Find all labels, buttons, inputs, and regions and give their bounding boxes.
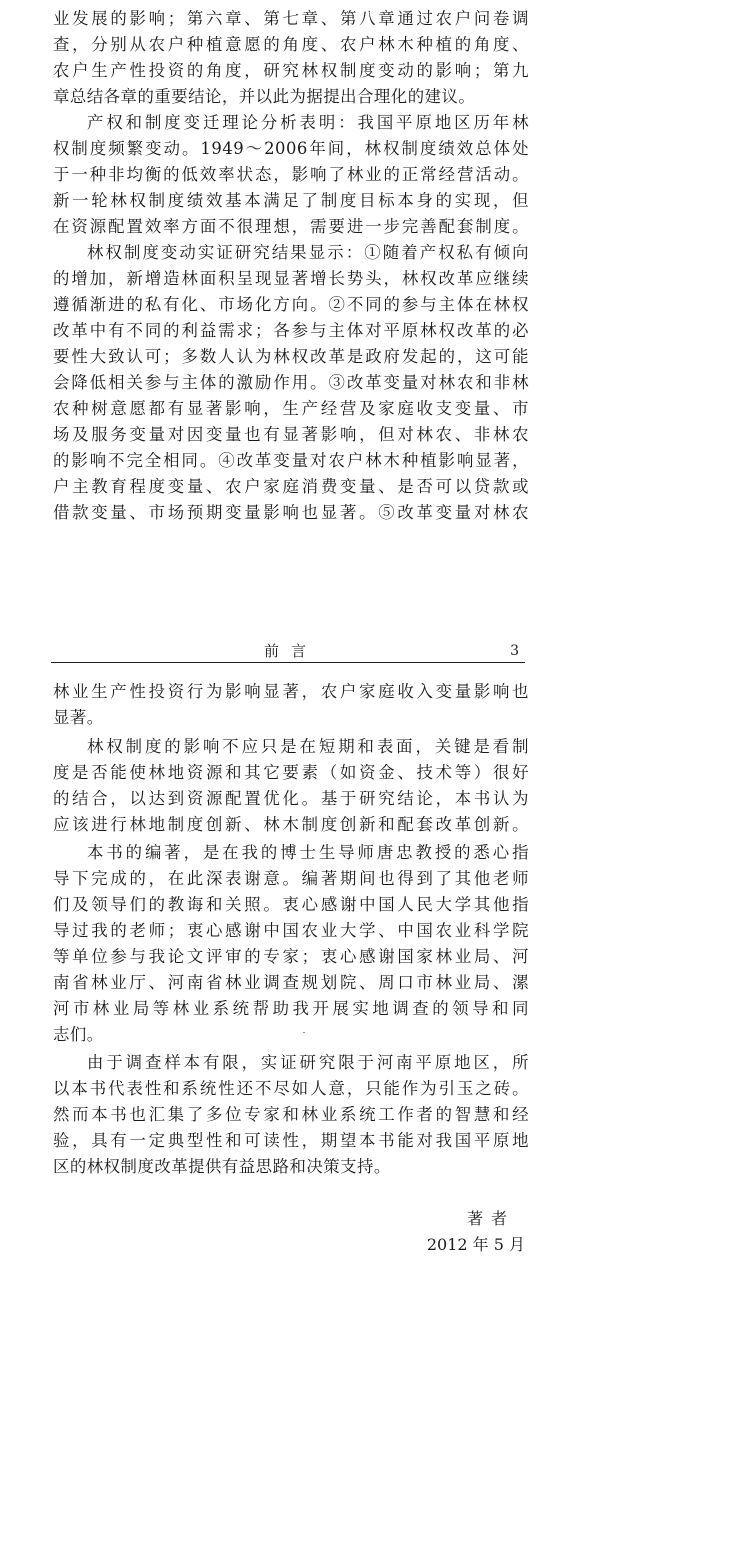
text-line: 林权制度变动实证研究结果显示：①随着产权私有倾向 (87, 243, 529, 262)
page-number: 3 (510, 643, 519, 659)
author-signature (53, 1206, 525, 1232)
text-line: 遵循渐进的私有化、市场化方向。②不同的参与主体在林权 (53, 295, 529, 314)
text-line: 南省林业厅、河南省林业调查规划院、周口市林业局、漯 (53, 973, 529, 992)
text-line: 林权制度的影响不应只是在短期和表面，关键是看制 (87, 737, 529, 756)
scan-speck (303, 1032, 305, 1033)
text-line: 场及服务变量对因变量也有显著影响，但对林农、非林农 (53, 425, 529, 444)
text-line: 显著。 (53, 708, 104, 727)
text-line: 然而本书也汇集了多位专家和林业系统工作者的智慧和经 (53, 1105, 529, 1124)
text-line: 区的林权制度改革提供有益思路和决策支持。 (53, 1157, 391, 1176)
text-line: 在资源配置效率方面不很理想，需要进一步完善配套制度。 (53, 217, 529, 236)
text-line: 志们。 (53, 1025, 104, 1044)
text-line: 的影响不完全相同。④改革变量对农户林木种植影响显著， (53, 451, 529, 470)
text-line: 改革中有不同的利益需求；各参与主体对平原林权改革的必 (53, 321, 529, 340)
text-line: 们及领导们的教诲和关照。衷心感谢中国人民大学其他指 (53, 895, 529, 914)
text-line: 的增加，新增造林面积呈现显著增长势头，林权改革应继续 (53, 269, 529, 288)
text-line: 于一种非均衡的低效率状态，影响了林业的正常经营活动。 (53, 165, 529, 184)
text-line: 新一轮林权制度绩效基本满足了制度目标本身的实现，但 (53, 191, 529, 210)
text-line: 章总结各章的重要结论，并以此为据提出合理化的建议。 (53, 87, 476, 106)
text-line: 权制度频繁变动。1949～2006年间，林权制度绩效总体处 (53, 139, 529, 158)
date-text: 2012 年 5 月 (426, 1235, 525, 1254)
text-line: 农户生产性投资的角度，研究林权制度变动的影响；第九 (53, 61, 529, 80)
text-line: 的结合，以达到资源配置优化。基于研究结论，本书认为 (53, 789, 529, 808)
text-line: 要性大致认可；多数人认为林权改革是政府发起的，这可能 (53, 347, 529, 366)
header-title: 前言 (263, 642, 318, 660)
text-line: 林业生产性投资行为影响显著，农户家庭收入变量影响也 (53, 682, 529, 701)
text-line: 度是否能使林地资源和其它要素（如资金、技术等）很好 (53, 763, 529, 782)
text-line: 等单位参与我论文评审的专家；衷心感谢国家林业局、河 (53, 947, 529, 966)
text-line: 导下完成的，在此深表谢意。编著期间也得到了其他老师 (53, 869, 529, 888)
author-label: 著者 (466, 1209, 515, 1228)
header-rule (51, 662, 525, 663)
page-3 (0, 630, 750, 1546)
text-line: 农种树意愿都有显著影响，生产经营及家庭收支变量、市 (53, 399, 529, 418)
date-line (53, 1232, 525, 1258)
previous-page-fragment (0, 0, 750, 580)
text-line: 查，分别从农户种植意愿的角度、农户林木种植的角度、 (53, 35, 529, 54)
text-line: 户主教育程度变量、农户家庭消费变量、是否可以贷款或 (53, 477, 529, 496)
text-line: 本书的编著，是在我的博士生导师唐忠教授的悉心指 (87, 843, 529, 862)
text-line: 以本书代表性和系统性还不尽如人意，只能作为引玉之砖。 (53, 1079, 529, 1098)
text-line: 导过我的老师；衷心感谢中国农业大学、中国农业科学院 (53, 921, 529, 940)
text-line: 应该进行林地制度创新、林木制度创新和配套改革创新。 (53, 815, 529, 834)
text-line: 借款变量、市场预期变量影响也显著。⑤改革变量对林农 (53, 503, 529, 522)
text-line: 产权和制度变迁理论分析表明：我国平原地区历年林 (87, 113, 529, 132)
text-line: 业发展的影响；第六章、第七章、第八章通过农户问卷调 (53, 9, 529, 28)
text-line: 会降低相关参与主体的激励作用。③改革变量对林农和非林 (53, 373, 529, 392)
text-line: 验，具有一定典型性和可读性，期望本书能对我国平原地 (53, 1131, 529, 1150)
running-header (53, 640, 529, 664)
text-line: 由于调查样本有限，实证研究限于河南平原地区，所 (87, 1053, 529, 1072)
text-line: 河市林业局等林业系统帮助我开展实地调查的领导和同 (53, 999, 529, 1018)
